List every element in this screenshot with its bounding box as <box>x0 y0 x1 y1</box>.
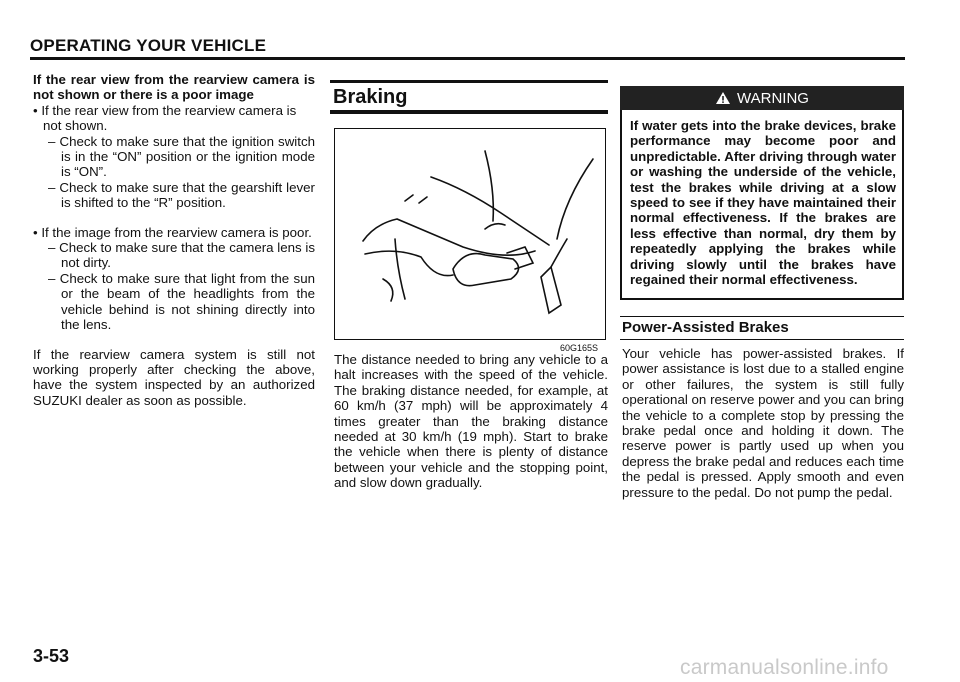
bullet-poor-image: • If the image from the rearview camera is poor. <box>33 224 312 240</box>
page-header: OPERATING YOUR VEHICLE <box>30 36 267 55</box>
power-brakes-body: Your vehicle has power-assisted brakes. If power assistance is lost due to a stalled engine or other failures, the system is still fully operational on reserve power and you can bring the vehicle to a complete stop by pressing the brake pedal once and holding it down. The reserve power is partly used up when you depress the brake pedal and reduces each time the pedal is pressed. Apply smooth and even pressure to the pedal. Do not pump the pedal. <box>622 346 904 500</box>
warning-text: If water gets into the brake devices, brake performance may become poor and unpredictable. After driving through water or washing the underside of the vehicle, test the brakes while driving at a slow speed to see if they have maintained their normal effectiveness. If the brakes are less effective than normal, dry them by repeatedly applying the brakes while driving slowly until the brakes have regained their normal effectiveness. <box>630 118 896 288</box>
power-brakes-title: Power-Assisted Brakes <box>622 319 789 336</box>
subsection-rule-bottom <box>620 339 904 340</box>
figure-code: 60G165S <box>560 343 599 353</box>
braking-title: Braking <box>333 86 408 108</box>
section-rule-bottom <box>330 110 608 114</box>
check-gearshift: – Check to make sure that the gearshift lever is shifted to the “R” position. <box>48 179 315 211</box>
header-rule <box>30 57 905 60</box>
warning-triangle-icon <box>715 91 731 105</box>
bullet-not-shown: • If the rear view from the rearview camera is not shown. <box>33 102 297 134</box>
section-rule-top <box>330 80 608 83</box>
foot-on-pedal-drawing <box>335 129 605 339</box>
brake-pedal-illustration <box>334 128 606 340</box>
rearview-camera-section <box>33 72 315 408</box>
subsection-rule-top <box>620 316 904 317</box>
watermark: carmanualsonline.info <box>680 656 889 679</box>
inspection-paragraph: If the rearview camera system is still not working properly after checking the above, have the system inspected by an authorized SUZUKI dealer as soon as possible. <box>33 346 315 408</box>
troubleshoot-question: If the rear view from the rearview camera is not shown or there is a poor image <box>33 72 315 103</box>
warning-label: WARNING <box>737 89 809 107</box>
page-number: 3-53 <box>33 646 70 666</box>
check-light: – Check to make sure that light from the sun or the beam of the headlights from the vehicle behind is not shining directly into the lens. <box>48 270 315 333</box>
warning-header <box>620 86 904 110</box>
check-ignition: – Check to make sure that the ignition switch is in the “ON” position or the ignition mode is “ON”. <box>48 133 315 180</box>
check-lens: – Check to make sure that the camera lens is not dirty. <box>48 240 315 271</box>
braking-body: The distance needed to bring any vehicle to a halt increases with the speed of the vehicle. The braking distance needed, for example, at 60 km/h (37 mph) will be approximately 4 times greater than the braking distance needed at 30 km/h (19 mph). Start to brake the vehicle when there is plenty of distance between your vehicle and the stopping point, and slow down gradually. <box>334 352 608 491</box>
